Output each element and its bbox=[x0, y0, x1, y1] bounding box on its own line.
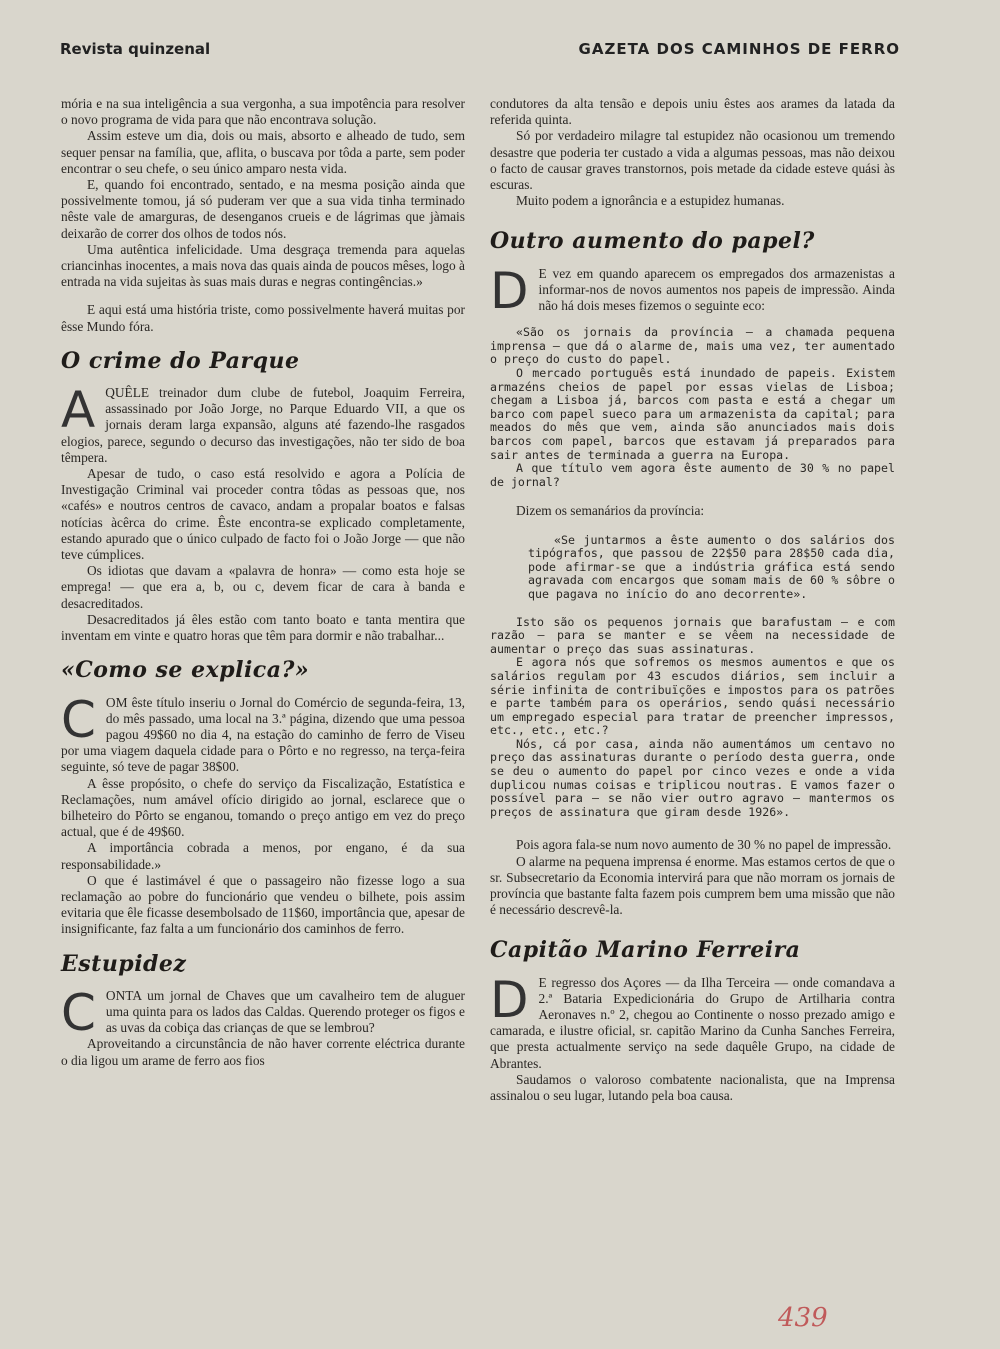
quote-block bbox=[490, 534, 895, 602]
drop-cap: A bbox=[61, 381, 96, 440]
quote-paragraph: «Se juntarmos a êste aumento o dos salários dos tipógrafos, que passou de 22$50 para 28$50 cada dia, pode afirmar-se que a indústria gráfica está sendo agravada com encargos que somam mais de 60 % sôbre o que pagava no início do ano decorrente». bbox=[528, 532, 895, 601]
paragraph: Aproveitando a circunstância de não haver corrente eléctrica durante o dia ligou um arame de ferro aos fios bbox=[61, 1036, 465, 1068]
paragraph-text: OM êste título inseriu o Jornal do Comércio de segunda-feira, 13, do mês passado, uma local na 3.ª página, dizendo que uma pessoa pagou 49$60 no dia 4, na estação do caminho de ferro de Viseu por uma viagem daquela cidade para o Pôrto e no regresso, na terça-feira seguinte, só teve de pagar 38$00. bbox=[61, 694, 465, 775]
paragraph: Uma autêntica infelicidade. Uma desgraça tremenda para aquelas criancinhas inocentes, a mais nova das quais ainda de poucos mêses, logo à entrada na vida sujeitas às suas mais duras e negras contingências.» bbox=[61, 241, 465, 290]
paragraph-text: ONTA um jornal de Chaves que um cavalheiro tem de aluguer uma quinta para os lados das Caldas. Querendo proteger os figos e as uvas da cobiça das crianças de que se lembrou? bbox=[105, 987, 465, 1036]
drop-cap: C bbox=[61, 983, 96, 1042]
quote-paragraph: Isto são os pequenos jornais que barafustam — e com razão — para se manter e se vêem na necessidade de aumentar o preço das suas assinaturas. bbox=[490, 614, 895, 656]
paragraph-text: QUÊLE treinador dum clube de futebol, Joaquim Ferreira, assassinado por João Jorge, no Parque Eduardo VII, a que os jornais deram larga expansão, alguns até fazendo-lhe rasgados elogios, parece, segundo o decurso das investigações, não ter sido de boa têmpera. bbox=[61, 385, 465, 465]
drop-cap: D bbox=[490, 970, 529, 1029]
paragraph: Muito podem a ignorância e a estupidez humanas. bbox=[516, 193, 785, 209]
paragraph: Desacreditados já êles estão com tanto boato e tanta mentira que inventam em vinte e quatro horas que têm para dormir e não trabalhar... bbox=[61, 611, 465, 644]
paragraph: A importância cobrada a menos, por engano, é da sua responsabilidade.» bbox=[61, 840, 465, 872]
page-number: 439 bbox=[778, 1303, 828, 1333]
paragraph bbox=[61, 983, 465, 1042]
paragraph bbox=[490, 970, 895, 1072]
paragraph: condutores da alta tensão e depois uniu êstes aos arames da latada da referida quinta. bbox=[490, 96, 895, 128]
header-right: GAZETA DOS CAMINHOS DE FERRO bbox=[578, 40, 900, 58]
quote-paragraph: A que título vem agora êste aumento de 30 % no papel de jornal? bbox=[490, 461, 895, 489]
paragraph: E, quando foi encontrado, sentado, e na mesma posição ainda que possivelmente tomou, já só puderam ver que a sua vida tinha terminado nêste vale de amarguras, de desenganos crueis e de lágrimas que jàmais deixarão de correr dos olhos de todos nós. bbox=[61, 177, 465, 241]
paragraph: E aqui está uma história triste, como possivelmente haverá muitas por êsse Mundo fóra. bbox=[61, 302, 465, 334]
quote-paragraph: «São os jornais da província — a chamada pequena imprensa — que dá o alarme de, mais uma vez, ter aumentado o preço do custo do papel. bbox=[490, 325, 895, 367]
paragraph-text: E vez em quando aparecem os empregados dos armazenistas a informar-nos de novos aumentos nos papeis de impressão. Ainda não há dois meses fizemos o seguinte eco: bbox=[538, 265, 895, 314]
quote-block bbox=[490, 326, 895, 489]
right-column bbox=[490, 96, 895, 1104]
paragraph: Saudamos o valoroso combatente nacionalista, que na Imprensa assinalou o seu lugar, lutando pela boa causa. bbox=[490, 1071, 895, 1104]
drop-cap: C bbox=[61, 690, 96, 749]
paragraph bbox=[490, 261, 895, 320]
section-title-crime: O crime do Parque bbox=[61, 347, 300, 374]
paragraph-text: E regresso dos Açores — da Ilha Terceira — onde comandava a 2.ª Bataria Expedicionária do Grupo de Artilharia contra Aeronaves n.º 2, chegou ao Continente o nosso prezado amigo e camarada, e ilustre oficial, sr. capitão Marino da Cunha Sanches Ferreira, que presta actualmente serviço na sede daquêle Grupo, na cidade de Abrantes. bbox=[490, 974, 895, 1071]
quote-paragraph: O mercado português está inundado de papeis. Existem armazéns cheios de papel por essas vielas de Lisboa; chegam a Lisboa já, barcos com pasta e está a chegar um barco com papel sueco para um armazenista da capital; para meados do mês que vem, ainda são anunciados mais dois barcos com papel, barcos que estavam já preparados para sair antes de terminada a guerra na Europa. bbox=[490, 366, 895, 462]
paragraph: O que é lastimável é que o passageiro não fizesse logo a sua reclamação ao pobre do funcionário que vendeu o bilhete, pois assim evitaria que êle ficasse desembolsado de 11$60, importância que, apesar de insignificante, faz falta a um funcionário dos caminhos de ferro. bbox=[61, 872, 465, 937]
paragraph: Assim esteve um dia, dois ou mais, absorto e alheado de tudo, sem sequer pensar na família, que, aflita, o buscava por tôda a parte, sem poder encontrar o seu chefe, o seu único amparo nesta vida. bbox=[61, 128, 465, 176]
paragraph: Dizem os semanários da província: bbox=[516, 503, 705, 519]
quote-paragraph: Nós, cá por casa, ainda não aumentámos um centavo no preço das assinaturas durante o período desta guerra, onde se deu o aumento do papel por cinco vezes e onde a vida duplicou numas coisas e triplicou noutras. E vamos fazer o possível para — se não vier outro agravo — mantermos os preços de assinatura que giram desde 1926». bbox=[490, 736, 895, 819]
section-title-explica: «Como se explica?» bbox=[61, 657, 310, 684]
paragraph: Apesar de tudo, o caso está resolvido e agora a Polícia de Investigação Criminal vai proceder contra tôdas as pessoas que, nos «cafés» e noutros centros de cavaco, andam a propalar boatos e falsas notícias àcêrca do crime. Êste encontra-se explicado completamente, estando apurado que o único culpado de facto foi o João Jorge — que não teve cúmplices. bbox=[61, 466, 465, 563]
paragraph bbox=[61, 690, 465, 776]
section-title-estupidez: Estupidez bbox=[61, 950, 187, 977]
quote-paragraph: E agora nós que sofremos os mesmos aumentos e que os salários regulam por 43 escudos diários, sem incluir a série infinita de contribuïções e impostos para os patrões e parte também para os operários, sendo quási necessário um empregado especial para tratar de preencher impressos, etc., etc., etc.? bbox=[490, 655, 895, 738]
paragraph: Os idiotas que davam a «palavra de honra» — como esta hoje se emprega! — que era a, b, ou c, devem ficar de cara à banda e desacreditados. bbox=[61, 563, 465, 611]
left-column bbox=[61, 96, 465, 1069]
paragraph: mória e na sua inteligência a sua vergonha, a sua impotência para resolver o novo programa de vida para que não encontrava solução. bbox=[61, 96, 465, 128]
header-left: Revista quinzenal bbox=[60, 40, 211, 58]
section-title-papel: Outro aumento do papel? bbox=[490, 228, 815, 255]
paragraph: Pois agora fala-se num novo aumento de 30 % no papel de impressão. bbox=[516, 837, 892, 853]
paragraph bbox=[61, 381, 465, 466]
quote-block bbox=[490, 616, 895, 820]
paragraph: O alarme na pequena imprensa é enorme. Mas estamos certos de que o sr. Subsecretario da Economia intervirá para que não morram os jornais de província que bastante falta fazem pois cumprem bem uma missão que não é necessário descrevê-la. bbox=[490, 853, 895, 918]
paragraph: Só por verdadeiro milagre tal estupidez não ocasionou um tremendo desastre que poderia ter custado a vida a algumas pessoas, mas não deixou o facto de causar graves transtornos, pois metade da cidade esteve quási às escuras. bbox=[490, 128, 895, 193]
drop-cap: D bbox=[490, 261, 529, 320]
section-title-capitao: Capitão Marino Ferreira bbox=[490, 937, 801, 964]
paragraph: A êsse propósito, o chefe do serviço da Fiscalização, Estatística e Reclamações, num amável ofício dirigido ao jornal, esclarece que o bilheteiro do Pôrto se enganou, tomando o preço antigo em vez do preço actual, que é de 49$60. bbox=[61, 775, 465, 840]
